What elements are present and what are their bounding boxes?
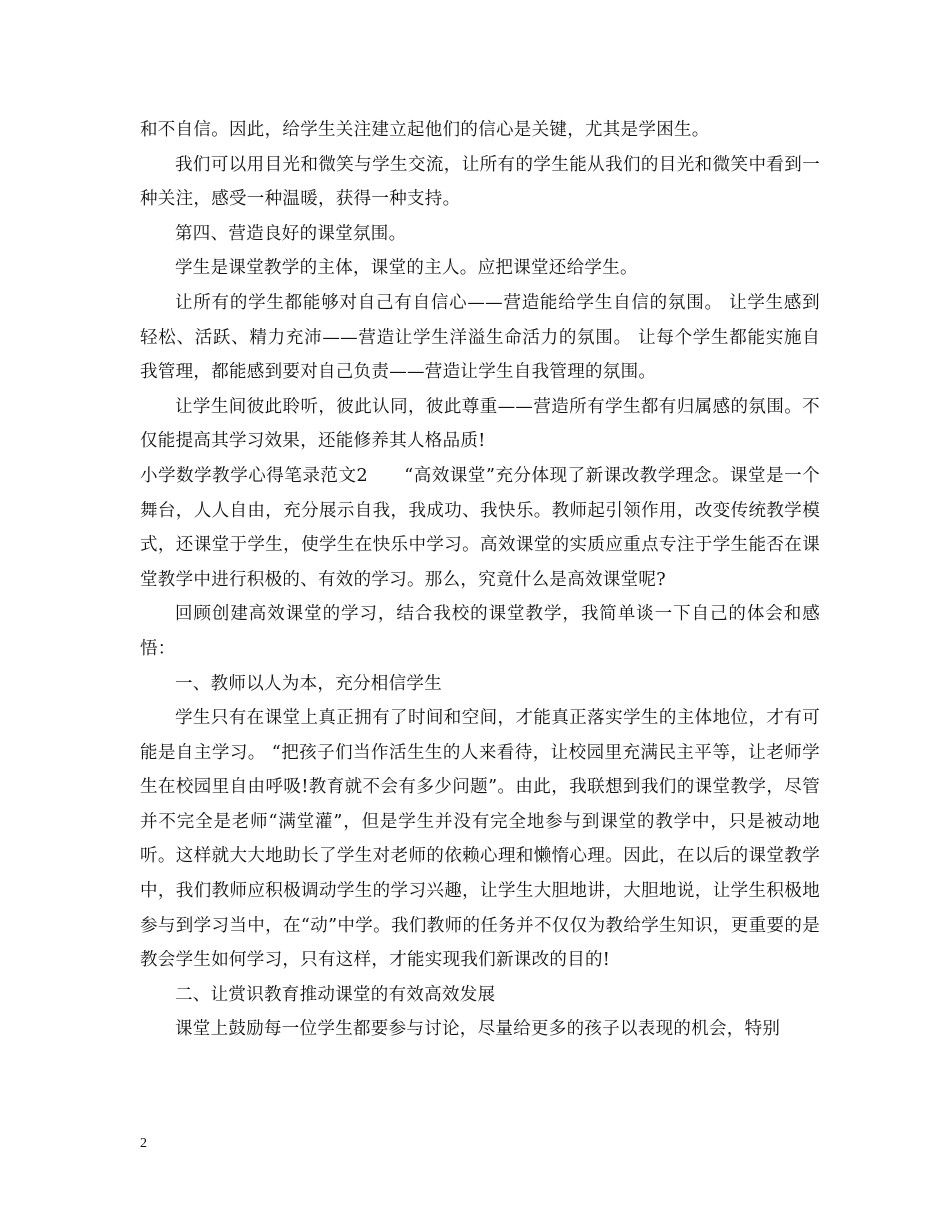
paragraph: 学生只有在课堂上真正拥有了时间和空间，才能真正落实学生的主体地位，才有可能是自主学习。 “把孩子们当作活生生的人来看待，让校园里充满民主平等，让老师学生在校园里自由呼吸!教育就不会有多少问题”。由此，我联想到我们的课堂教学，尽管并不完全是老师“满堂灌”，但是学生并没有完全地参与到课堂的教学中，只是被动地听。这样就大大地助长了学生对老师的依赖心理和懒惰心理。因此，在以后的课堂教学中，我们教师应积极调动学生的学习兴趣，让学生大胆地讲，大胆地说，让学生积极地参与到学习当中，在“动”中学。我们教师的任务并不仅仅为教给学生知识，更重要的是教会学生如何学习，只有这样，才能实现我们新课改的目的! [140, 708, 820, 971]
document-body [140, 113, 820, 1047]
paragraph: 让所有的学生都能够对自己有自信心——营造能给学生自信的氛围。 让学生感到轻松、活跃、精力充沛——营造让学生洋溢生命活力的氛围。 让每个学生都能实施自我管理，都能感到要对自己负责——营造让学生自我管理的氛围。 [140, 292, 820, 383]
paragraph: 回顾创建高效课堂的学习，结合我校的课堂教学，我简单谈一下自己的体会和感悟： [140, 604, 820, 659]
section-heading: 一、教师以人为本，充分相信学生 [175, 673, 442, 694]
paragraph: 我们可以用目光和微笑与学生交流，让所有的学生能从我们的目光和微笑中看到一种关注，感受一种温暖，获得一种支持。 [140, 154, 820, 210]
paragraph: 学生是课堂教学的主体，课堂的主人。应把课堂还给学生。 [175, 258, 638, 279]
paragraph: 小学数学教学心得笔录范文2 “高效课堂”充分体现了新课改教学理念。课堂是一个舞台，人人自由，充分展示自我，我成功、我快乐。教师起引领作用，改变传统教学模式，还课堂于学生，使学生在快乐中学习。高效课堂的实质应重点专注于学生能否在课堂教学中进行积极的、有效的学习。那么，究竟什么是高效课堂呢? [140, 465, 820, 590]
page-number: 2 [140, 1136, 147, 1151]
section-heading: 二、让赏识教育推动课堂的有效高效发展 [175, 984, 496, 1005]
section-heading: 第四、营造良好的课堂氛围。 [175, 223, 407, 244]
paragraph: 让学生间彼此聆听，彼此认同，彼此尊重——营造所有学生都有归属感的氛围。不仅能提高其学习效果，还能修养其人格品质! [140, 396, 820, 452]
paragraph: 课堂上鼓励每一位学生都要参与讨论，尽量给更多的孩子以表现的机会，特别 [175, 1019, 781, 1040]
paragraph: 和不自信。因此，给学生关注建立起他们的信心是关键，尤其是学困生。 [140, 120, 710, 140]
